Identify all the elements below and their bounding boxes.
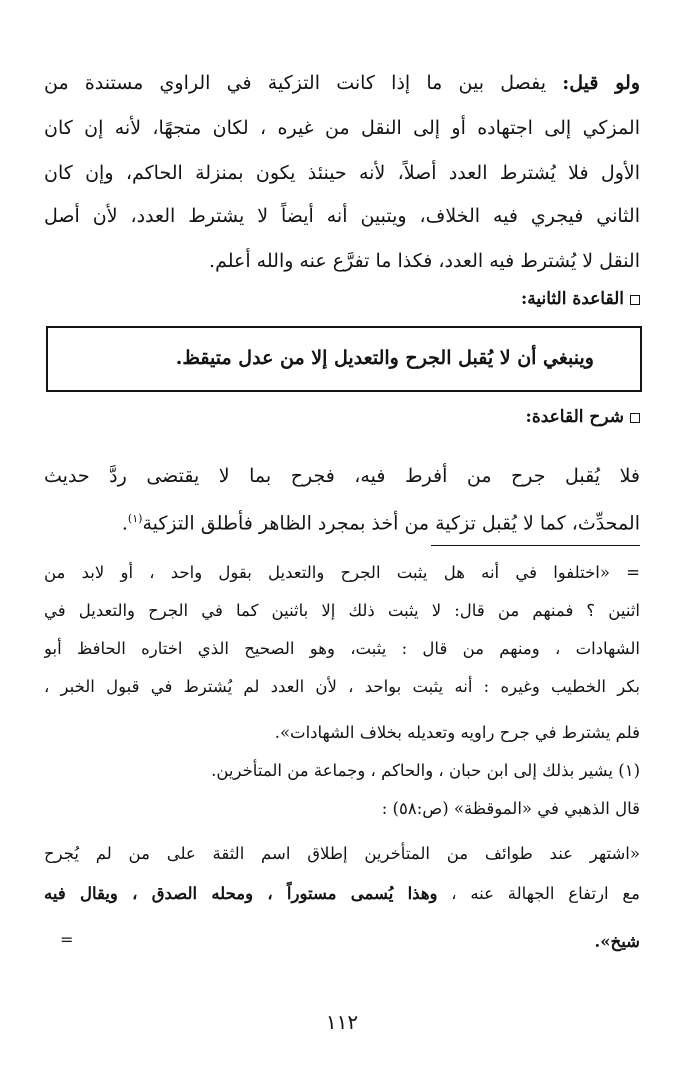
main-line-1: ولو قيل: يفصل بين ما إذا كانت التزكية في الراوي مستندة من bbox=[44, 72, 640, 94]
heading-rule-explanation: شرح القاعدة: bbox=[44, 403, 640, 431]
footnote-ref-1: (١) bbox=[127, 512, 143, 525]
main-line-2: المزكي إلى اجتهاده أو إلى النقل من غيره ، لكان متجهًا، لأنه إن كان bbox=[44, 117, 640, 139]
footnote-separator bbox=[431, 545, 640, 546]
footnote-cont-line-2: اثنين ؟ فمنهم من قال: لا يثبت ذلك إلا باثنين كما في الجرح والتعديل في bbox=[44, 601, 640, 620]
objection-label: ولو قيل: bbox=[562, 72, 640, 94]
footnote-cont-line-5: فلم يشترط في جرح راويه وتعديله بخلاف الشهادات». bbox=[274, 723, 640, 742]
page-number: ١١٢ bbox=[325, 1010, 359, 1034]
footnote-1-line-1: (١) يشير بذلك إلى ابن حبان ، والحاكم ، وجماعة من المتأخرين. bbox=[211, 761, 640, 780]
explain-line-1: فلا يُقبل جرح من أفرط فيه، فجرح بما لا يقتضى ردَّ حديث bbox=[44, 465, 640, 487]
footnote-1-line-3: «اشتهر عند طوائف من المتأخرين إطلاق اسم الثقة على من لم يُجرح bbox=[44, 844, 640, 863]
main-line-5: النقل لا يُشترط فيه العدد، فكذا ما تفرَّع عنه والله أعلم. bbox=[209, 250, 640, 272]
footnote-1-line-5: شيخ». bbox=[594, 932, 640, 951]
footnote-cont-line-4: بكر الخطيب وغيره : أنه يثبت بواحد ، لأن العدد لم يُشترط في قبول الخبر ، bbox=[44, 677, 640, 696]
square-bullet-icon bbox=[630, 413, 640, 423]
main-line-4: الثاني فيجري فيه الخلاف، ويتبين أنه أيضاً لا يشترط العدد، لأن أصل bbox=[44, 205, 640, 227]
footnote-cont-line-1: = «اختلفوا في أنه هل يثبت الجرح والتعديل بقول واحد ، أو لابد من bbox=[44, 563, 640, 582]
continuation-mark: = bbox=[60, 930, 74, 949]
square-bullet-icon bbox=[630, 295, 640, 305]
rule-text: وينبغي أن لا يُقبل الجرح والتعديل إلا من عدل متيقظ. bbox=[175, 347, 594, 369]
footnote-cont-line-3: الشهادات ، ومنهم من قال : يثبت، وهو الصحيح الذي اختاره الحافظ أبو bbox=[44, 639, 640, 658]
heading-second-rule: القاعدة الثانية: bbox=[44, 285, 640, 313]
footnote-1-line-4: مع ارتفاع الجهالة عنه ، وهذا يُسمى مستوراً ، ومحله الصدق ، ويقال فيه bbox=[44, 884, 640, 903]
main-line-3: الأول فلا يُشترط العدد أصلاً، لأنه حينئذ يكون بمنزلة الحاكم، وإن كان bbox=[44, 162, 640, 184]
footnote-1-line-2: قال الذهبي في «الموقظة» (ص:٥٨) : bbox=[381, 799, 640, 818]
rule-box bbox=[46, 326, 642, 392]
explain-line-2: المحدِّث، كما لا يُقبل تزكية من أخذ بمجرد الظاهر فأطلق التزكية$^{(١)}$. bbox=[121, 512, 640, 535]
